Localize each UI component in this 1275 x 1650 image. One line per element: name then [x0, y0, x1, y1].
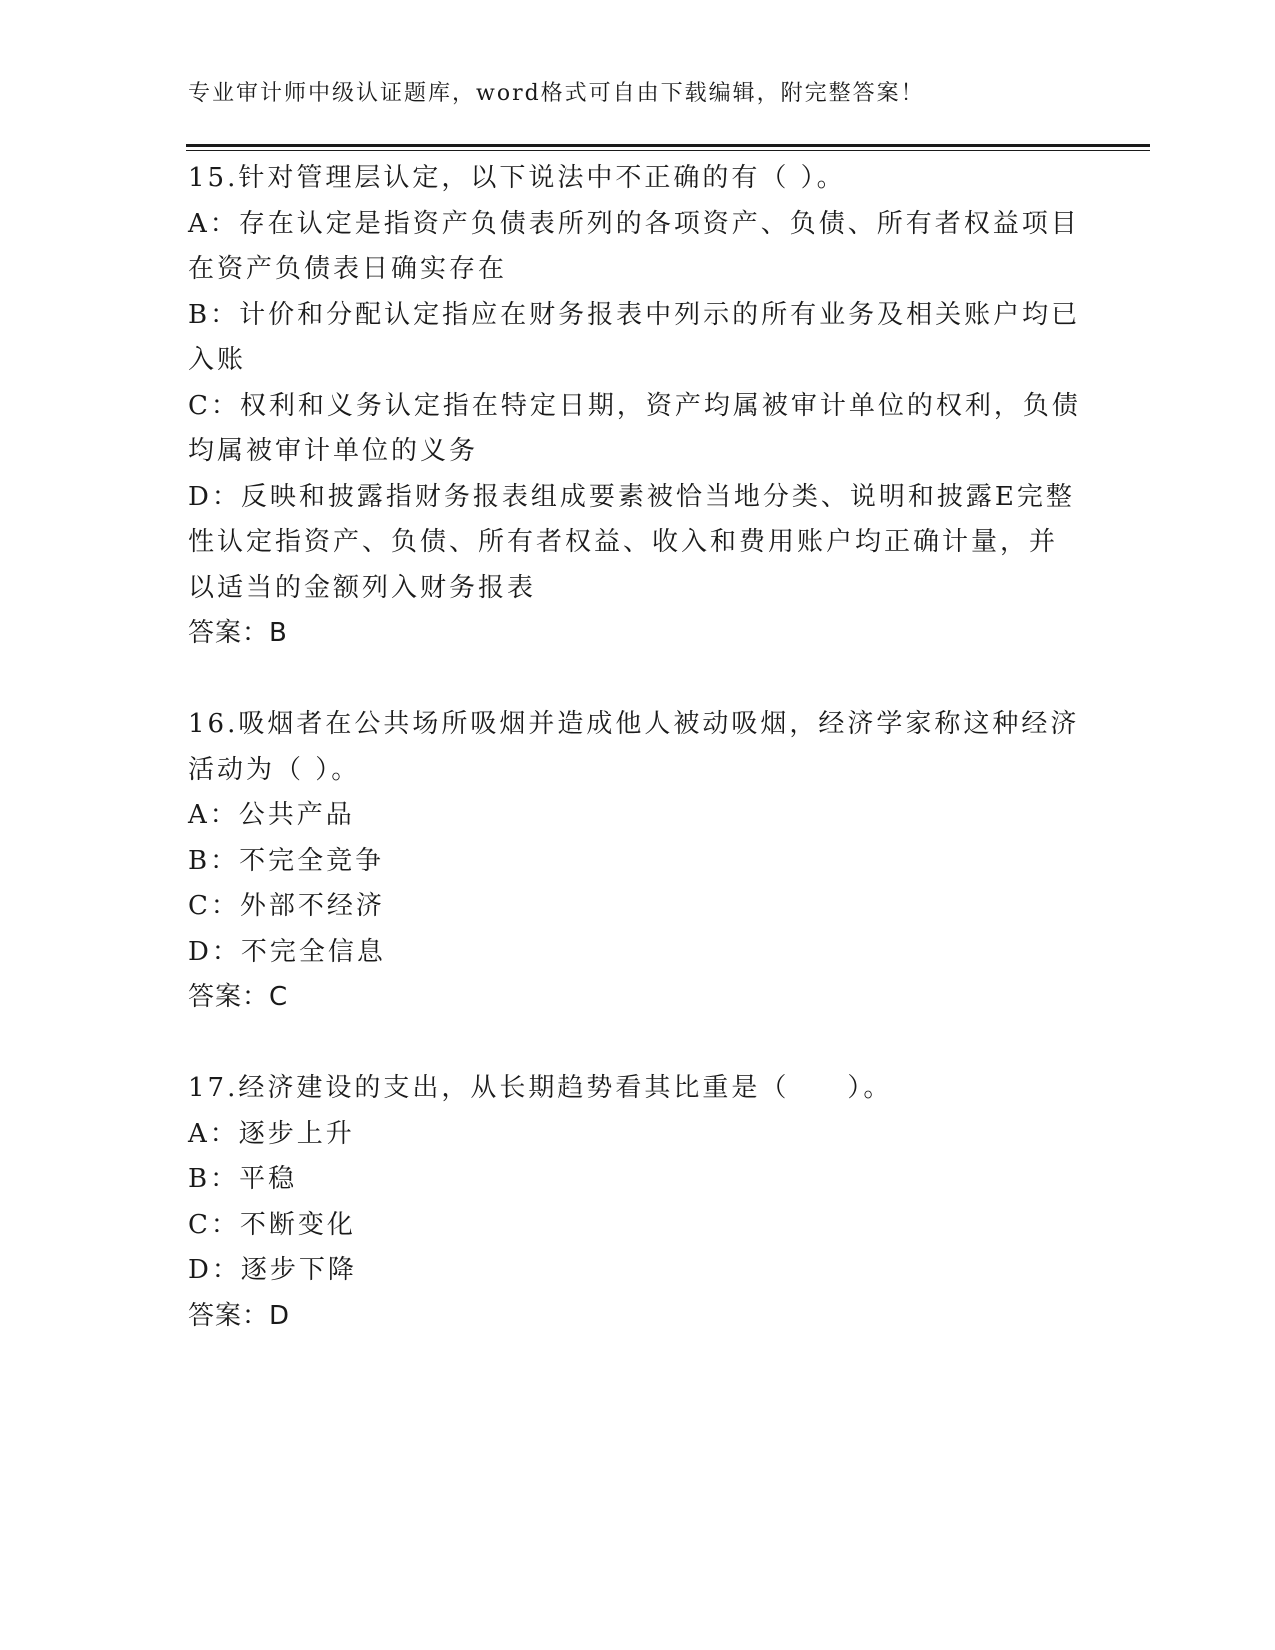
option-line: C：权利和义务认定指在特定日期，资产均属被审计单位的权利，负债 [188, 390, 1081, 421]
option-line: 入账 [188, 345, 247, 375]
question-list [188, 156, 1088, 1339]
question-line: 16.吸烟者在公共场所吸烟并造成他人被动吸烟，经济学家称这种经济 [188, 709, 1080, 739]
question-15 [188, 156, 1088, 657]
option-line: B：计价和分配认定指应在财务报表中列示的所有业务及相关账户均已 [188, 299, 1081, 330]
option-line: A：逐步上升 [188, 1118, 355, 1149]
option-line: B：不完全竞争 [188, 845, 385, 876]
question-16 [188, 702, 1088, 1021]
question-spacer [188, 657, 1088, 703]
question-line: 15.针对管理层认定，以下说法中不正确的有（ ）。 [188, 163, 846, 193]
answer-line: 答案：C [188, 982, 289, 1012]
header-rule-thick [186, 144, 1150, 147]
question-17 [188, 1066, 1088, 1339]
option-line: D：不完全信息 [188, 936, 386, 967]
header-rule-thin [186, 150, 1150, 151]
option-line: A：公共产品 [188, 800, 355, 830]
question-line: 活动为（ ）。 [188, 754, 361, 785]
option-line: D：反映和披露指财务报表组成要素被恰当地分类、说明和披露E完整 [188, 481, 1075, 512]
option-line: D：逐步下降 [188, 1255, 357, 1285]
option-line: C：不断变化 [188, 1209, 356, 1240]
option-line: 以适当的金额列入财务报表 [188, 572, 537, 603]
answer-line: 答案：D [188, 1300, 291, 1331]
option-line: C：外部不经济 [188, 891, 385, 921]
option-line: B：平稳 [188, 1164, 298, 1194]
option-line: 在资产负债表日确实存在 [188, 254, 508, 284]
question-spacer [188, 1021, 1088, 1067]
option-line: A：存在认定是指资产负债表所列的各项资产、负债、所有者权益项目 [188, 208, 1080, 239]
question-line: 17.经济建设的支出，从长期趋势看其比重是（ ）。 [188, 1073, 893, 1103]
option-line: 性认定指资产、负债、所有者权益、收入和费用账户均正确计量，并 [188, 527, 1059, 557]
option-line: 均属被审计单位的义务 [188, 436, 479, 466]
page-header: 专业审计师中级认证题库，word格式可自由下载编辑，附完整答案！ [188, 81, 925, 106]
answer-line: 答案：B [188, 618, 288, 648]
